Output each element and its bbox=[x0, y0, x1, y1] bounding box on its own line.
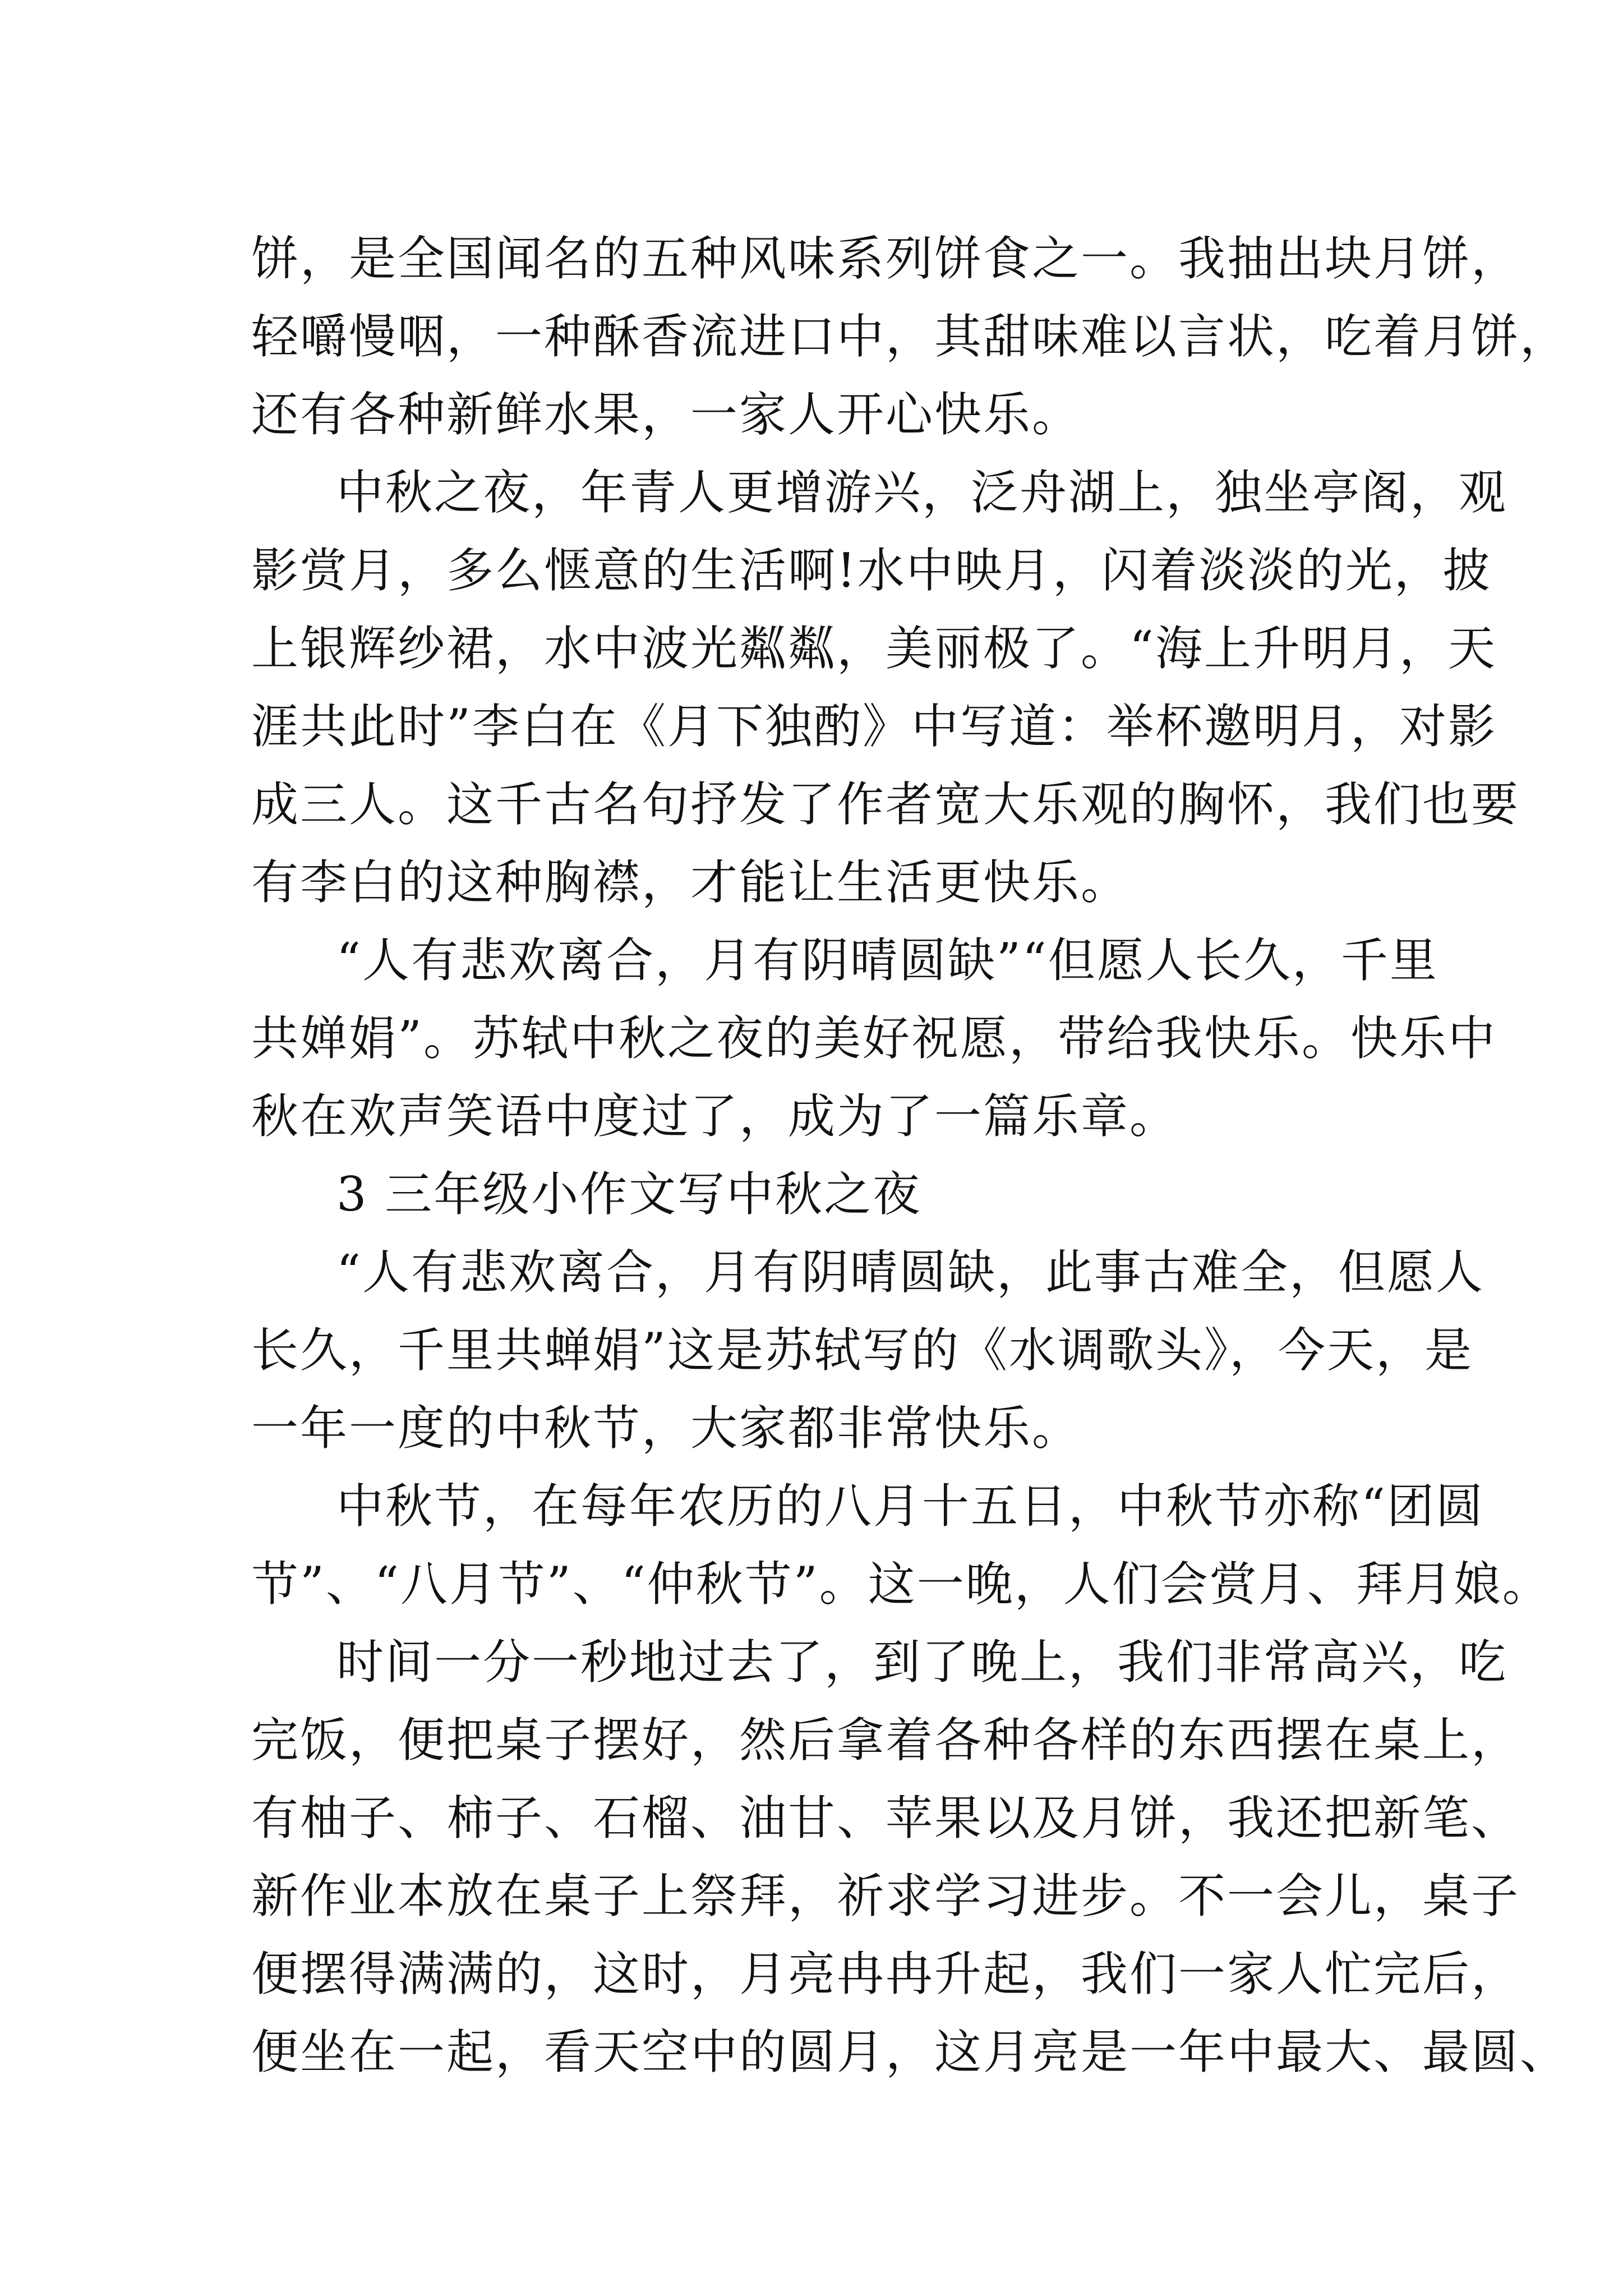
text-line: 上银辉纱裙，水中波光粼粼，美丽极了。“海上升明月，天 bbox=[251, 621, 1497, 676]
text-line: 秋在欢声笑语中度过了，成为了一篇乐章。 bbox=[251, 1089, 1179, 1144]
paragraph-start-line: 时间一分一秒地过去了，到了晚上，我们非常高兴，吃 bbox=[336, 1635, 1508, 1690]
text-line: 还有各种新鲜水果，一家人开心快乐。 bbox=[251, 387, 1081, 442]
text-line: 便摆得满满的，这时，月亮冉冉升起，我们一家人忙完后， bbox=[251, 1947, 1520, 2001]
text-line: 涯共此时”李白在《月下独酌》中写道：举杯邀明月，对影 bbox=[251, 699, 1497, 754]
paragraph-start-line: 中秋之夜，年青人更增游兴，泛舟湖上，独坐亭阁，观 bbox=[336, 465, 1508, 520]
essay-text bbox=[251, 220, 1569, 2091]
paragraph-start-line: “人有悲欢离合，月有阴晴圆缺，此事古难全，但愿人 bbox=[336, 1245, 1484, 1300]
section-heading: 3 三年级小作文写中秋之夜 bbox=[336, 1167, 922, 1222]
text-line: 饼，是全国闻名的五种风味系列饼食之一。我抽出块月饼， bbox=[251, 231, 1520, 286]
text-line: 新作业本放在桌子上祭拜，祈求学习进步。不一会儿，桌子 bbox=[251, 1869, 1520, 1924]
text-line: 有柚子、柿子、石榴、油甘、苹果以及月饼，我还把新笔、 bbox=[251, 1791, 1520, 1846]
text-line: 长久，千里共蝉娟”这是苏轼写的《水调歌头》，今天，是 bbox=[251, 1323, 1473, 1378]
paragraph-start-line: “人有悲欢离合，月有阴晴圆缺”“但愿人长久，千里 bbox=[336, 933, 1438, 988]
text-line: 一年一度的中秋节，大家都非常快乐。 bbox=[251, 1401, 1081, 1456]
text-line: 成三人。这千古名句抒发了作者宽大乐观的胸怀，我们也要 bbox=[251, 777, 1520, 832]
text-line: 影赏月，多么惬意的生活啊!水中映月，闪着淡淡的光，披 bbox=[251, 543, 1492, 598]
paragraph-start-line: 中秋节，在每年农历的八月十五日，中秋节亦称“团圆 bbox=[336, 1479, 1484, 1534]
text-line: 完饭，便把桌子摆好，然后拿着各种各样的东西摆在桌上， bbox=[251, 1713, 1520, 1768]
text-line: 共婵娟”。苏轼中秋之夜的美好祝愿，带给我快乐。快乐中 bbox=[251, 1011, 1497, 1066]
text-line: 轻嚼慢咽，一种酥香流进口中，其甜味难以言状，吃着月饼， bbox=[251, 309, 1569, 364]
text-line: 有李白的这种胸襟，才能让生活更快乐。 bbox=[251, 855, 1130, 910]
text-line: 便坐在一起，看天空中的圆月，这月亮是一年中最大、最圆、 bbox=[251, 2024, 1569, 2079]
text-line: 节”、“八月节”、“仲秋节”。这一晚，人们会赏月、拜月娘。 bbox=[251, 1557, 1551, 1612]
